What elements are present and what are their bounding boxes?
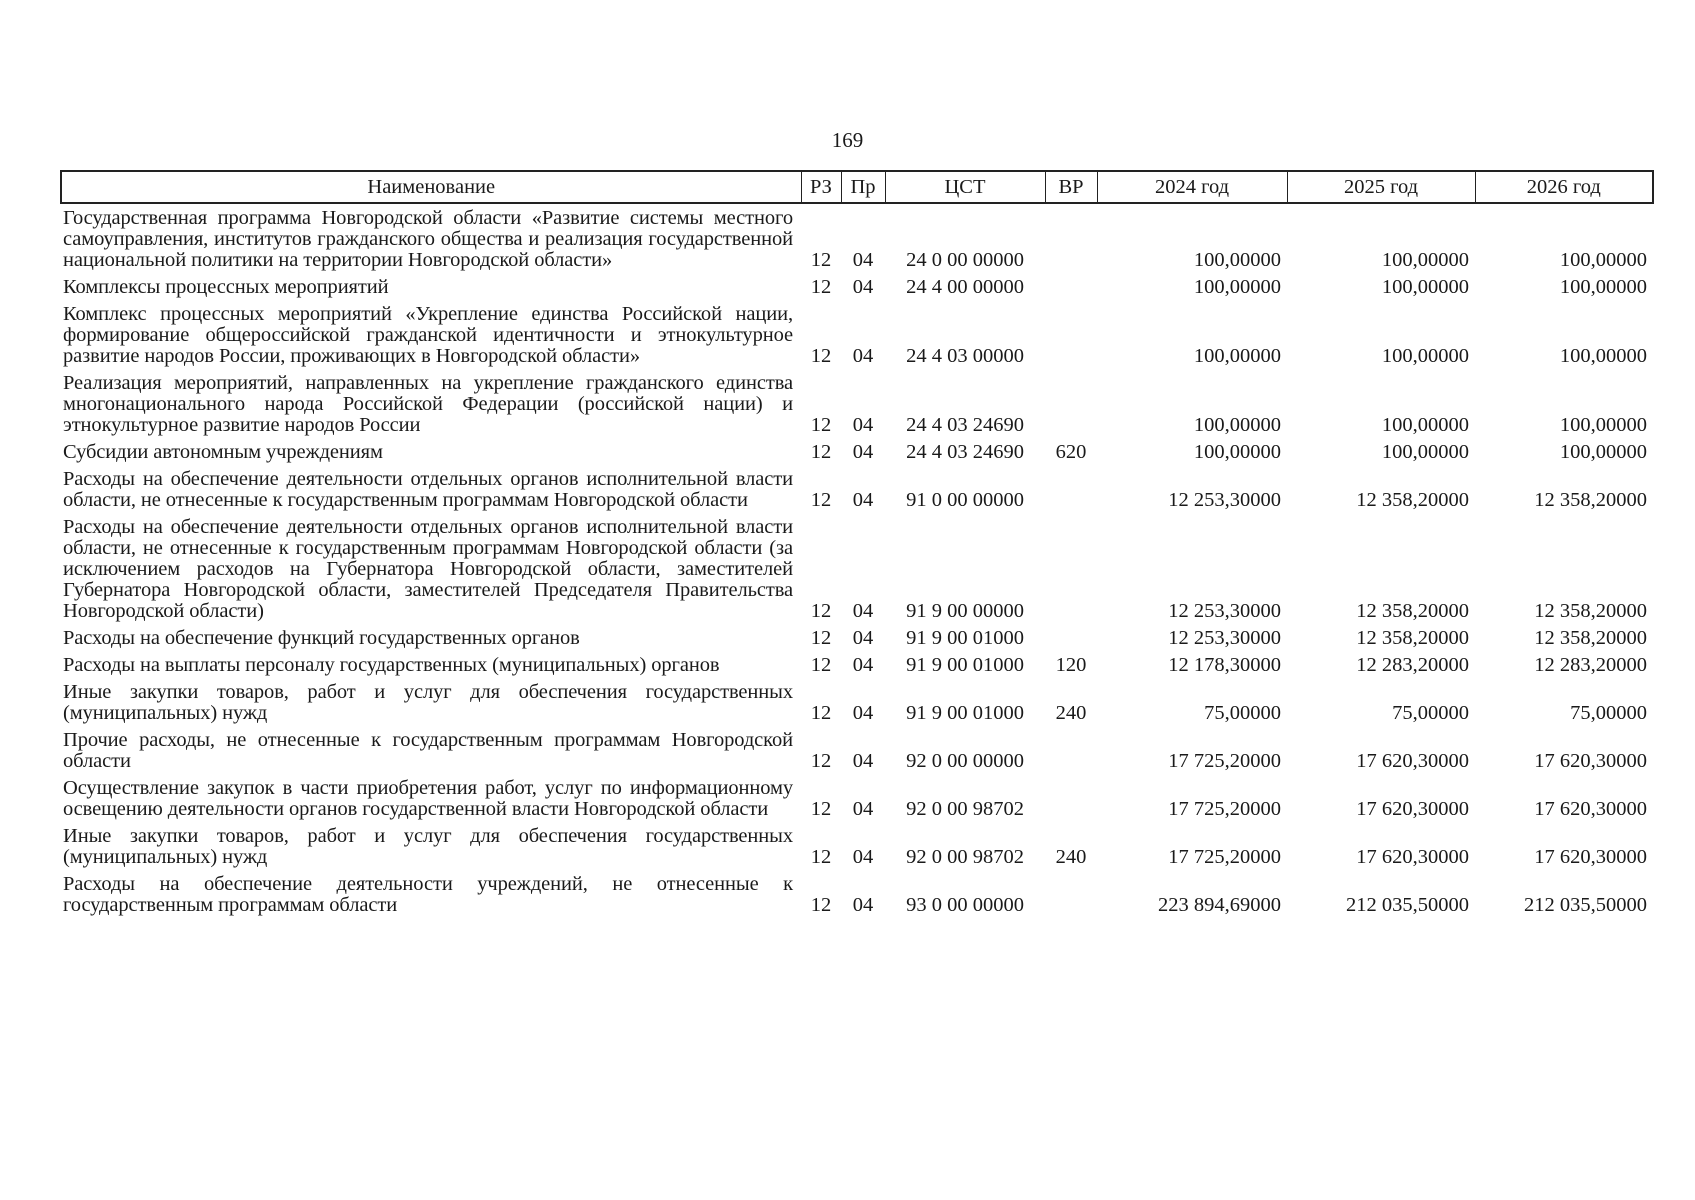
row-name: Расходы на обеспечение деятельности отдельных органов исполнительной власти области, не отнесенные к государственным программам Новгородской области <box>63 468 793 511</box>
row-2024: 17 725,20000 <box>1168 846 1281 868</box>
row-cst: 24 4 03 24690 <box>906 441 1024 463</box>
table-row <box>61 676 1653 724</box>
row-2026: 17 620,30000 <box>1534 846 1647 868</box>
row-2025: 17 620,30000 <box>1356 750 1469 772</box>
page-number: 169 <box>831 128 864 152</box>
row-2026: 12 358,20000 <box>1534 600 1647 622</box>
table-row <box>61 436 1653 463</box>
row-pr: 04 <box>852 627 874 649</box>
row-2026: 100,00000 <box>1559 345 1647 367</box>
row-vr: 120 <box>1055 654 1087 676</box>
header-name: Наименование <box>61 171 801 203</box>
row-vr <box>1045 367 1097 436</box>
row-rz: 12 <box>810 798 832 820</box>
row-vr <box>1045 622 1097 649</box>
row-name: Осуществление закупок в части приобретения работ, услуг по информационному освещению деятельности органов государственной власти Новгородской области <box>63 777 793 820</box>
row-rz: 12 <box>810 489 832 511</box>
row-2025: 17 620,30000 <box>1356 846 1469 868</box>
row-name: Расходы на обеспечение деятельности учреждений, не отнесенные к государственным программам области <box>63 873 793 916</box>
header-2024: 2024 год <box>1097 171 1287 203</box>
table-row <box>61 203 1653 271</box>
table-row <box>61 511 1653 622</box>
row-cst: 24 4 03 00000 <box>906 345 1024 367</box>
header-pr: Пр <box>841 171 885 203</box>
row-2025: 17 620,30000 <box>1356 798 1469 820</box>
row-cst: 24 4 03 24690 <box>906 414 1024 436</box>
row-2024: 12 253,30000 <box>1168 489 1281 511</box>
row-2026: 12 283,20000 <box>1534 654 1647 676</box>
row-pr: 04 <box>852 846 874 868</box>
header-2025: 2025 год <box>1287 171 1475 203</box>
table-row <box>61 622 1653 649</box>
row-pr: 04 <box>852 750 874 772</box>
row-rz: 12 <box>810 345 832 367</box>
row-cst: 92 0 00 98702 <box>906 846 1024 868</box>
row-rz: 12 <box>810 750 832 772</box>
row-pr: 04 <box>852 441 874 463</box>
budget-table <box>60 170 1654 916</box>
row-2026: 212 035,50000 <box>1524 894 1647 916</box>
row-2024: 100,00000 <box>1193 414 1281 436</box>
row-rz: 12 <box>810 249 832 271</box>
table-row <box>61 724 1653 772</box>
row-rz: 12 <box>810 441 832 463</box>
header-2026: 2026 год <box>1475 171 1653 203</box>
row-2024: 12 253,30000 <box>1168 600 1281 622</box>
table-row <box>61 868 1653 916</box>
row-2024: 100,00000 <box>1193 345 1281 367</box>
row-rz: 12 <box>810 702 832 724</box>
row-2026: 100,00000 <box>1559 249 1647 271</box>
table-row <box>61 649 1653 676</box>
row-2025: 12 283,20000 <box>1356 654 1469 676</box>
row-rz: 12 <box>810 627 832 649</box>
row-name: Субсидии автономным учреждениям <box>63 441 383 463</box>
row-pr: 04 <box>852 414 874 436</box>
row-name: Реализация мероприятий, направленных на укрепление гражданского единства многонационального народа Российской Федерации (российской нации) и этнокультурное развитие народов России <box>63 372 793 436</box>
row-pr: 04 <box>852 276 874 298</box>
row-2025: 212 035,50000 <box>1346 894 1469 916</box>
header-vr: ВР <box>1045 171 1097 203</box>
row-vr <box>1045 724 1097 772</box>
row-cst: 91 9 00 00000 <box>906 600 1024 622</box>
row-vr <box>1045 203 1097 271</box>
row-pr: 04 <box>852 345 874 367</box>
row-cst: 91 9 00 01000 <box>906 654 1024 676</box>
row-2024: 100,00000 <box>1193 441 1281 463</box>
row-vr: 240 <box>1055 846 1087 868</box>
row-2025: 75,00000 <box>1392 702 1469 724</box>
row-name: Комплексы процессных мероприятий <box>63 276 389 298</box>
row-2025: 100,00000 <box>1381 441 1469 463</box>
row-2025: 100,00000 <box>1381 414 1469 436</box>
row-2026: 75,00000 <box>1570 702 1647 724</box>
row-vr <box>1045 298 1097 367</box>
table-row <box>61 820 1653 868</box>
row-2026: 12 358,20000 <box>1534 489 1647 511</box>
row-rz: 12 <box>810 276 832 298</box>
table-row <box>61 367 1653 436</box>
row-cst: 91 0 00 00000 <box>906 489 1024 511</box>
table-row <box>61 772 1653 820</box>
row-pr: 04 <box>852 600 874 622</box>
row-vr: 240 <box>1055 702 1087 724</box>
row-cst: 24 4 00 00000 <box>906 276 1024 298</box>
row-pr: 04 <box>852 654 874 676</box>
table-row <box>61 271 1653 298</box>
row-2024: 12 178,30000 <box>1168 654 1281 676</box>
row-rz: 12 <box>810 894 832 916</box>
row-name: Иные закупки товаров, работ и услуг для обеспечения государственных (муниципальных) нужд <box>63 825 793 868</box>
row-cst: 92 0 00 98702 <box>906 798 1024 820</box>
row-rz: 12 <box>810 600 832 622</box>
row-rz: 12 <box>810 414 832 436</box>
row-pr: 04 <box>852 249 874 271</box>
header-cst: ЦСТ <box>885 171 1045 203</box>
table-header-row <box>61 171 1653 203</box>
row-name: Расходы на выплаты персоналу государственных (муниципальных) органов <box>63 654 720 676</box>
row-name: Комплекс процессных мероприятий «Укрепление единства Российской нации, формирование общероссийской гражданской идентичности и этнокультурное развитие народов России, проживающих в Новгородской области» <box>63 303 793 367</box>
table-row <box>61 298 1653 367</box>
row-vr <box>1045 511 1097 622</box>
row-2024: 12 253,30000 <box>1168 627 1281 649</box>
row-2026: 100,00000 <box>1559 276 1647 298</box>
row-vr <box>1045 868 1097 916</box>
row-2024: 100,00000 <box>1193 249 1281 271</box>
row-rz: 12 <box>810 846 832 868</box>
header-rz: РЗ <box>801 171 841 203</box>
row-2025: 100,00000 <box>1381 345 1469 367</box>
row-2025: 100,00000 <box>1381 249 1469 271</box>
row-pr: 04 <box>852 702 874 724</box>
table-row <box>61 463 1653 511</box>
row-vr <box>1045 772 1097 820</box>
row-2025: 12 358,20000 <box>1356 627 1469 649</box>
row-name: Расходы на обеспечение функций государственных органов <box>63 627 580 649</box>
row-2024: 100,00000 <box>1193 276 1281 298</box>
row-2026: 100,00000 <box>1559 441 1647 463</box>
row-name: Государственная программа Новгородской области «Развитие системы местного самоуправления, институтов гражданского общества и реализация государственной национальной политики на территории Новгородской области» <box>63 207 793 271</box>
row-vr <box>1045 463 1097 511</box>
row-2025: 12 358,20000 <box>1356 600 1469 622</box>
row-vr <box>1045 271 1097 298</box>
row-name: Иные закупки товаров, работ и услуг для обеспечения государственных (муниципальных) нужд <box>63 681 793 724</box>
row-cst: 92 0 00 00000 <box>906 750 1024 772</box>
row-2024: 223 894,69000 <box>1158 894 1281 916</box>
row-2024: 17 725,20000 <box>1168 750 1281 772</box>
row-2024: 17 725,20000 <box>1168 798 1281 820</box>
row-cst: 24 0 00 00000 <box>906 249 1024 271</box>
row-cst: 91 9 00 01000 <box>906 627 1024 649</box>
row-rz: 12 <box>810 654 832 676</box>
row-2025: 100,00000 <box>1381 276 1469 298</box>
row-2024: 75,00000 <box>1204 702 1281 724</box>
row-pr: 04 <box>852 894 874 916</box>
row-cst: 93 0 00 00000 <box>906 894 1024 916</box>
row-name: Расходы на обеспечение деятельности отдельных органов исполнительной власти области, не отнесенные к государственным программам Новгородской области (за исключением расходов на Губернатора Новгородской области, заместителей Губернатора Новгородской области, заместителей Председателя Правительства Новгородской области) <box>63 516 793 622</box>
row-vr: 620 <box>1055 441 1087 463</box>
row-2026: 17 620,30000 <box>1534 750 1647 772</box>
row-name: Прочие расходы, не отнесенные к государственным программам Новгородской области <box>63 729 793 772</box>
row-pr: 04 <box>852 798 874 820</box>
row-2026: 17 620,30000 <box>1534 798 1647 820</box>
row-pr: 04 <box>852 489 874 511</box>
row-2026: 100,00000 <box>1559 414 1647 436</box>
row-cst: 91 9 00 01000 <box>906 702 1024 724</box>
row-2026: 12 358,20000 <box>1534 627 1647 649</box>
row-2025: 12 358,20000 <box>1356 489 1469 511</box>
